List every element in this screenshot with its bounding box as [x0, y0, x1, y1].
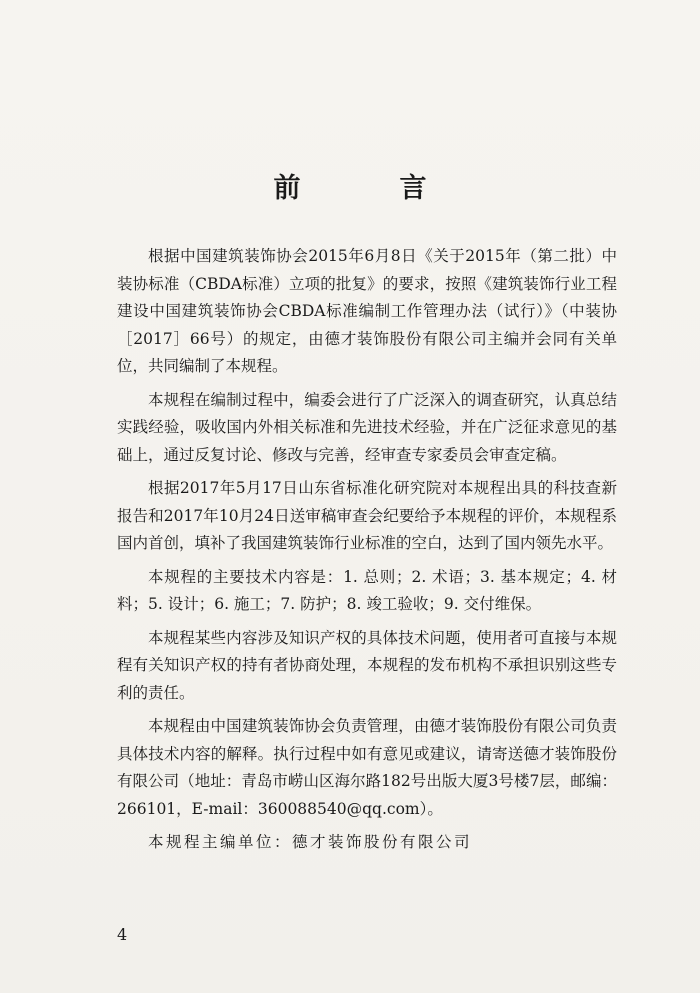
- page-number: 4: [117, 925, 128, 944]
- paragraph-evaluation: 根据2017年5月17日山东省标准化研究院对本规程出具的科技查新报告和2017年10月24日送审稿审查会纪要给予本规程的评价，本规程系国内首创，填补了我国建筑装饰行业标准的空白，达到了国内领先水平。: [117, 479, 617, 552]
- paragraph-compilation: 本规程在编制过程中，编委会进行了广泛深入的调查研究，认真总结实践经验，吸收国内外相关标准和先进技术经验，并在广泛征求意见的基础上，通过反复讨论、修改与完善，经审查专家委员会审查定稿。: [117, 390, 617, 464]
- page-title: 前 言: [273, 173, 463, 204]
- paragraph-approval: 根据中国建筑装饰协会2015年6月8日《关于2015年（第二批）中装协标准（CBDA标准）立项的批复》的要求，按照《建筑装饰行业工程建设中国建筑装饰协会CBDA标准编制工作管理办法（试行）》（中装协［2017］66号）的规定，由德才装饰股份有限公司主编并会同有关单位，共同编制了本规程。: [117, 247, 617, 375]
- paragraph-contents: 本规程的主要技术内容是：1. 总则；2. 术语；3. 基本规定；4. 材料；5. 设计；6. 施工；7. 防护；8. 竣工验收；9. 交付维保。: [117, 567, 617, 613]
- preface-body: [117, 243, 617, 863]
- paragraph-management: 本规程由中国建筑装饰协会负责管理，由德才装饰股份有限公司负责具体技术内容的解释。执行过程中如有意见或建议，请寄送德才装饰股份有限公司（地址：青岛市崂山区海尔路182号出版大厦3号楼7层，邮编：266101，E-mail：360088540@qq.com）。: [117, 717, 617, 818]
- chief-editor-unit: 本规程主编单位：德才装饰股份有限公司: [148, 833, 473, 851]
- paragraph-patent: 本规程某些内容涉及知识产权的具体技术问题，使用者可直接与本规程有关知识产权的持有者协商处理，本规程的发布机构不承担识别这些专利的责任。: [117, 628, 617, 702]
